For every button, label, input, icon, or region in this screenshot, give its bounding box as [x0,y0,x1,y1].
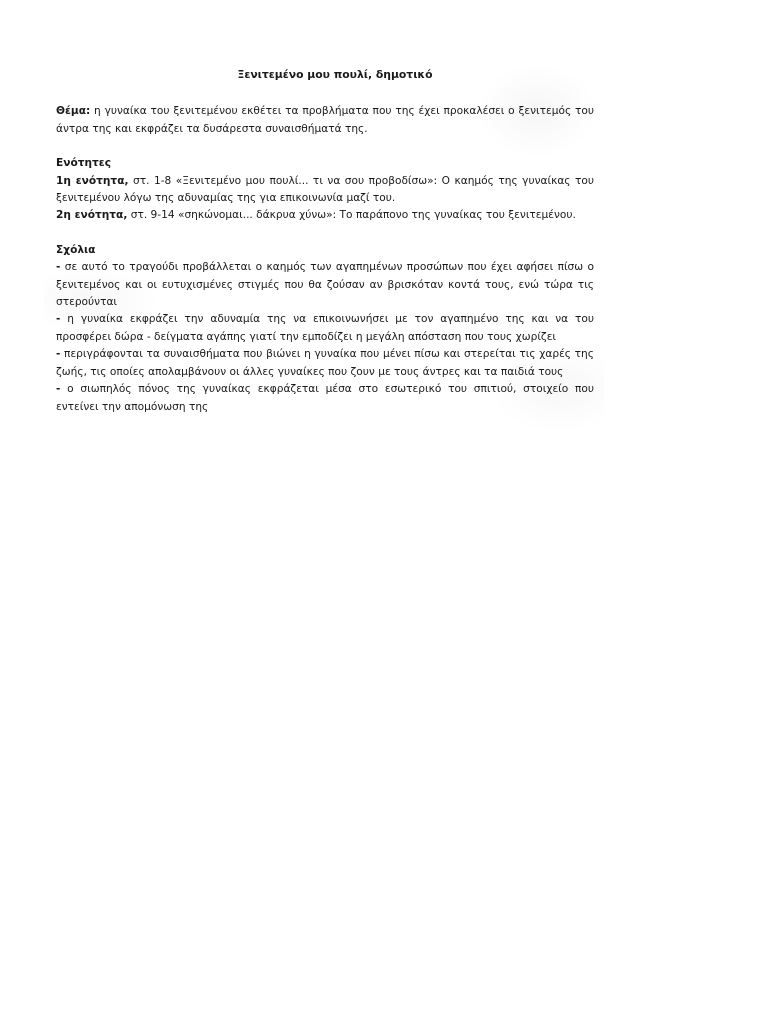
theme-text: η γυναίκα του ξενιτεμένου εκθέτει τα προβλήματα που της έχει προκαλέσει ο ξενιτεμός του άντρα της και εκφράζει τα δυσάρεστα συναισθήματά της. [56,105,594,135]
theme-label: Θέμα: [56,105,91,118]
comment-1-bullet: - [56,261,61,274]
comment-3-text: περιγράφονται τα συναισθήματα που βιώνει η γυναίκα που μένει πίσω και στερείται τις χαρές της ζωής, τις οποίες απολαμβάνουν οι άλλες γυναίκες που ζουν με τους άντρες και τα παιδιά τους [56,348,594,378]
comment-2-paragraph [56,311,594,346]
comments-heading: Σχόλια [56,243,96,256]
comment-3-paragraph [56,346,594,381]
comment-1-paragraph [56,259,594,311]
document-title: Ξενιτεμένο μου πουλί, δημοτικό [237,68,433,81]
comment-1-text: σε αυτό το τραγούδι προβάλλεται ο καημός των αγαπημένων προσώπων που έχει αφήσει πίσω ο ξενιτεμένος και οι ευτυχισμένες στιγμές που θα ζούσαν αν βρισκόταν κοντά τους, ενώ τώρα τις στερούνται [56,261,594,309]
comment-3-bullet: - [56,348,61,361]
comment-4-paragraph [56,381,594,416]
comment-2-text: η γυναίκα εκφράζει την αδυναμία της να επικοινωνήσει με τον αγαπημένο της και να του προσφέρει δώρα - δείγματα αγάπης γιατί την εμποδίζει η μεγάλη απόσταση που τους χωρίζει [56,313,594,343]
comment-4-text: ο σιωπηλός πόνος της γυναίκας εκφράζεται μέσα στο εσωτερικό του σπιτιού, στοιχείο που εντείνει την απομόνωση της [56,383,594,413]
units-heading: Ενότητες [56,157,111,170]
comment-4-bullet: - [56,383,61,396]
unit-1-paragraph [56,173,594,208]
unit-2-label: 2η ενότητα, [56,209,128,222]
unit-1-text: στ. 1-8 «Ξενιτεμένο μου πουλί... τι να σου προβοδίσω»: Ο καημός της γυναίκας του ξενιτεμένου λόγω της αδυναμίας της για επικοινωνία μαζί του. [56,174,595,205]
unit-2-paragraph [56,207,594,224]
document-content [56,66,594,416]
theme-paragraph [56,103,594,138]
unit-2-text: στ. 9-14 «σηκώνομαι... δάκρυα χύνω»: Το παράπονο της γυναίκας του ξενιτεμένου. [127,209,576,222]
comment-2-bullet: - [56,313,61,326]
unit-1-label: 1η ενότητα, [56,174,129,187]
